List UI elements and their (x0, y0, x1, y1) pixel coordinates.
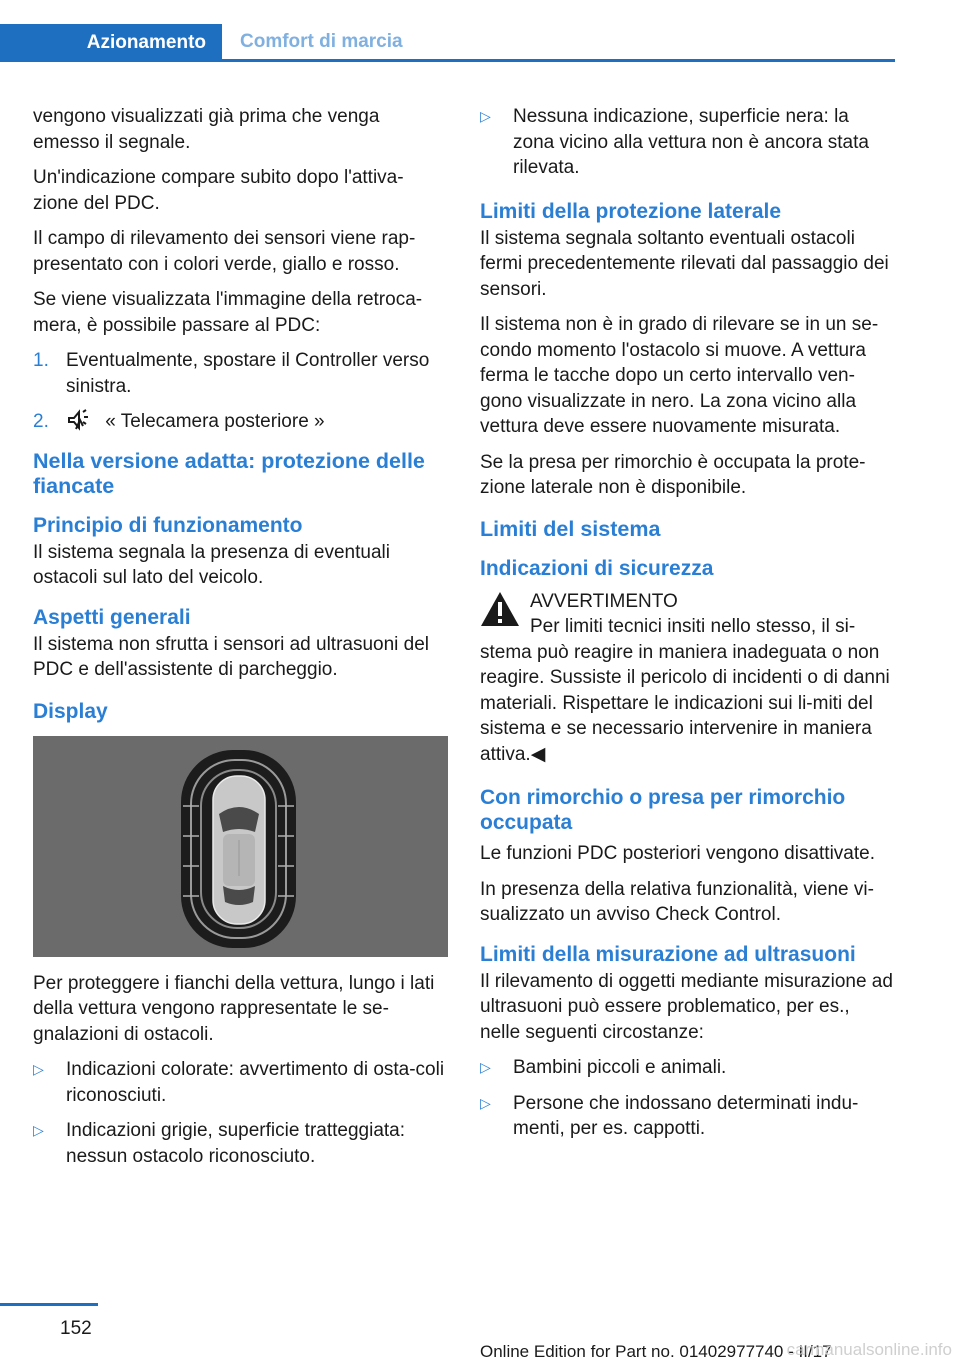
footer-rule (0, 1303, 98, 1306)
step-item (33, 409, 448, 439)
warning-block (480, 589, 895, 615)
list-item-text: Persone che indossano determinati indu‐menti, per es. cappotti. (513, 1092, 859, 1139)
heading-trailer: Con rimorchio o presa per rimorchio occupata (480, 786, 846, 834)
tab-comfort-di-marcia[interactable]: Comfort di marcia (240, 31, 403, 52)
list-item (480, 104, 895, 181)
step-text: Eventualmente, spostare il Controller verso sinistra. (66, 350, 430, 397)
list-item-text: Indicazioni colorate: avvertimento di osta‐coli riconosciuti. (66, 1059, 445, 1106)
side-protection-display-image (33, 736, 448, 957)
right-column (480, 104, 895, 1152)
circumstances-list (480, 1055, 895, 1142)
step-number: 1. (33, 350, 49, 371)
paragraph-colors: Il campo di rilevamento dei sensori viene rap‐presentato con i colori verde, giallo e rosso. (33, 228, 416, 275)
warning-title: AVVERTIMENTO (530, 590, 678, 612)
paragraph-side-2: Il sistema non è in grado di rilevare se in un se‐condo momento l'ostacolo si muove. A vettura ferma le tacche dopo un certo intervallo ven‐gono visualizzate in nero. La zona vicino alla vettura deve essere nuovamente misurata. (480, 314, 879, 437)
paragraph-trailer-1: Le funzioni PDC posteriori vengono disattivate. (480, 843, 876, 864)
paragraph-ultrasonic: Il rilevamento di oggetti mediante misurazione ad ultrasuoni può essere problematico, per es., nelle seguenti circostanze: (480, 970, 893, 1043)
paragraph-activation: Un'indicazione compare subito dopo l'attiva‐zione del PDC. (33, 167, 404, 214)
list-item-text: Nessuna indicazione, superficie nera: la zona vicino alla vettura non è ancora stata rilevata. (513, 106, 869, 178)
indicator-list (33, 1057, 448, 1169)
paragraph-principle: Il sistema segnala la presenza di eventuali ostacoli sul lato del veicolo. (33, 541, 390, 588)
triangle-bullet-icon: ▷ (480, 1059, 491, 1075)
list-item-text: Bambini piccoli e animali. (513, 1057, 727, 1078)
triangle-bullet-icon: ▷ (480, 1094, 491, 1111)
heading-display: Display (33, 699, 108, 723)
paragraph-side-1: Il sistema segnala soltanto eventuali ostacoli fermi precedentemente rilevati dal passaggio dei sensori. (480, 227, 889, 300)
paragraph-trailer-2: In presenza della relativa funzionalità, viene vi‐sualizzato un avviso Check Control. (480, 878, 874, 925)
step-number: 2. (33, 411, 49, 432)
steps-list (33, 348, 448, 439)
heading-general: Aspetti generali (33, 605, 191, 629)
left-column (33, 104, 448, 1179)
paragraph-side-3: Se la presa per rimorchio è occupata la prote‐zione laterale non è disponibile. (480, 451, 866, 498)
heading-side-protection: Nella versione adatta: protezione delle fiancate (33, 448, 425, 498)
paragraph-general: Il sistema non sfrutta i sensori ad ultrasuoni del PDC e dell'assistente di parcheggio. (33, 633, 430, 680)
page-number: 152 (60, 1318, 92, 1339)
paragraph-intro: vengono visualizzati già prima che venga emesso il segnale. (33, 106, 380, 153)
warning-body-text: Per limiti tecnici insiti nello stesso, il si‐stema può reagire in maniera inadeguata o non reagire. Sussiste il pericolo di incidenti o di danni materiali. Rispettare le indicazioni sui li‐miti del sistema e se necessario intervenire in maniera attiva.◀ (480, 616, 890, 765)
heading-principle: Principio di funzionamento (33, 513, 303, 537)
watermark: carmanualsonline.info (786, 1340, 952, 1359)
list-item-text: Indicazioni grigie, superficie tratteggiata: nessun ostacolo riconosciuto. (66, 1120, 406, 1167)
triangle-bullet-icon: ▷ (480, 108, 491, 124)
heading-system-limits: Limiti del sistema (480, 516, 661, 541)
step-item (33, 348, 448, 399)
page-header (0, 24, 895, 62)
warning-body (480, 614, 895, 767)
header-rule (0, 59, 895, 62)
triangle-bullet-icon: ▷ (33, 1122, 44, 1138)
edition-label: Online Edition for Part no. 01402977740 - II/17 (480, 1342, 832, 1361)
heading-ultrasonic-limits: Limiti della misurazione ad ultrasuoni (480, 942, 856, 966)
warning-icon (480, 591, 520, 627)
list-item (480, 1091, 895, 1142)
triangle-bullet-icon: ▷ (33, 1061, 44, 1077)
indicator-list-continued (480, 104, 895, 181)
heading-limits-side-protection: Limiti della protezione laterale (480, 199, 782, 223)
step-text: « Telecamera posteriore » (105, 411, 325, 432)
paragraph-protect-sides: Per proteggere i fianchi della vettura, lungo i lati della vettura vengono rappresentate le se‐gnalazioni di ostacoli. (33, 972, 435, 1045)
list-item (480, 1055, 895, 1081)
tab-azionamento[interactable]: Azionamento (0, 24, 222, 62)
list-item (33, 1118, 448, 1169)
paragraph-camera: Se viene visualizzata l'immagine della retroca‐mera, è possibile passare al PDC: (33, 289, 423, 336)
heading-safety: Indicazioni di sicurezza (480, 556, 714, 580)
pdc-symbol-icon (66, 409, 92, 439)
list-item (33, 1057, 448, 1108)
